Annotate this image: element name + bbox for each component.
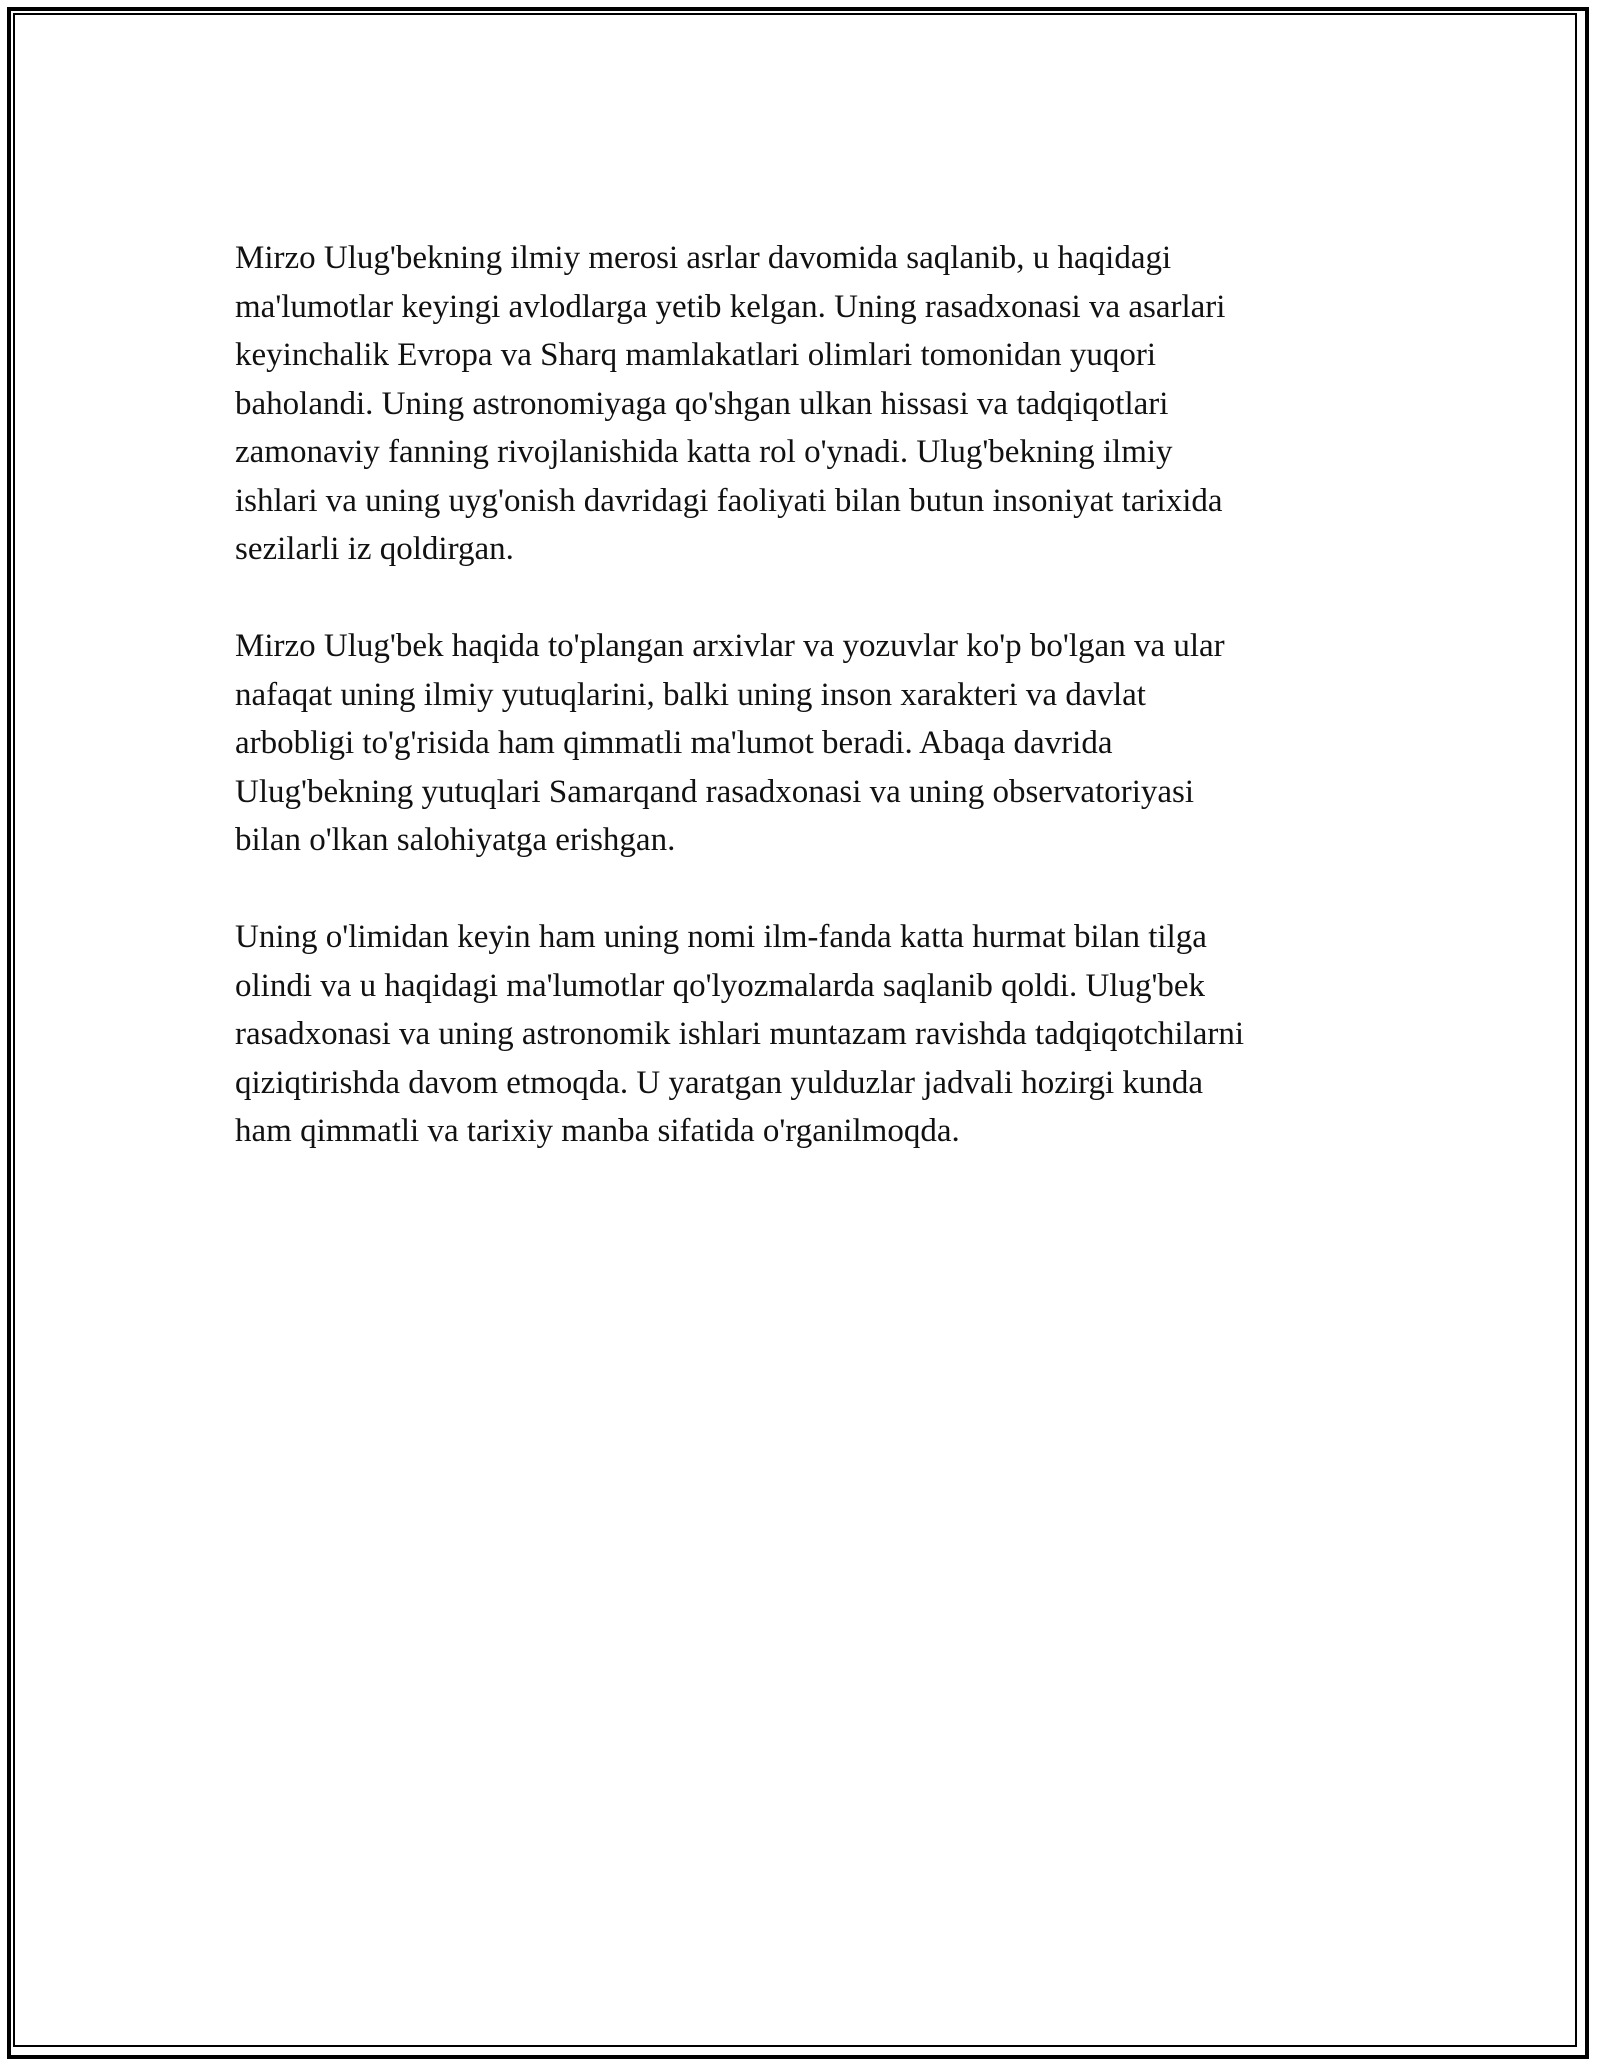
paragraph-1 [235,234,1365,574]
text-line: ma'lumotlar keyingi avlodlarga yetib kelgan. Uning rasadxonasi va asarlari [235,288,1226,325]
text-line: ishlari va uning uyg'onish davridagi faoliyati bilan butun insoniyat tarixida [235,482,1223,519]
text-line: ham qimmatli va tarixiy manba sifatida o'rganilmoqda. [235,1113,960,1149]
text-line: sezilarli iz qoldirgan. [235,531,514,567]
text-line: Mirzo Ulug'bek haqida to'plangan arxivlar va yozuvlar ko'p bo'lgan va ular [235,628,1225,664]
text-line: bilan o'lkan salohiyatga erishgan. [235,822,676,858]
text-line: rasadxonasi va uning astronomik ishlari muntazam ravishda tadqiqotchilarni [235,1016,1244,1052]
text-line: Mirzo Ulug'bekning ilmiy merosi asrlar davomida saqlanib, u haqidagi [235,240,1172,276]
text-line: Ulug'bekning yutuqlari Samarqand rasadxonasi va uning observatoriyasi [235,773,1195,810]
paragraph-3 [235,913,1365,1156]
text-line: baholandi. Uning astronomiyaga qo'shgan ulkan hissasi va tadqiqotlari [235,385,1169,422]
paragraph-2 [235,622,1365,865]
document-body [235,234,1365,1204]
text-line: arbobligi to'g'risida ham qimmatli ma'lumot beradi. Abaqa davrida [235,725,1113,761]
text-line: qiziqtirishda davom etmoqda. U yaratgan yulduzlar jadvali hozirgi kunda [235,1064,1204,1101]
text-line: keyinchalik Evropa va Sharq mamlakatlari olimlari tomonidan yuqori [235,337,1157,373]
text-line: Uning o'limidan keyin ham uning nomi ilm-fanda katta hurmat bilan tilga [235,919,1207,955]
text-line: zamonaviy fanning rivojlanishida katta rol o'ynadi. Ulug'bekning ilmiy [235,434,1173,470]
text-line: olindi va u haqidagi ma'lumotlar qo'lyozmalarda saqlanib qoldi. Ulug'bek [235,967,1206,1004]
text-line: nafaqat uning ilmiy yutuqlarini, balki uning inson xarakteri va davlat [235,676,1146,713]
